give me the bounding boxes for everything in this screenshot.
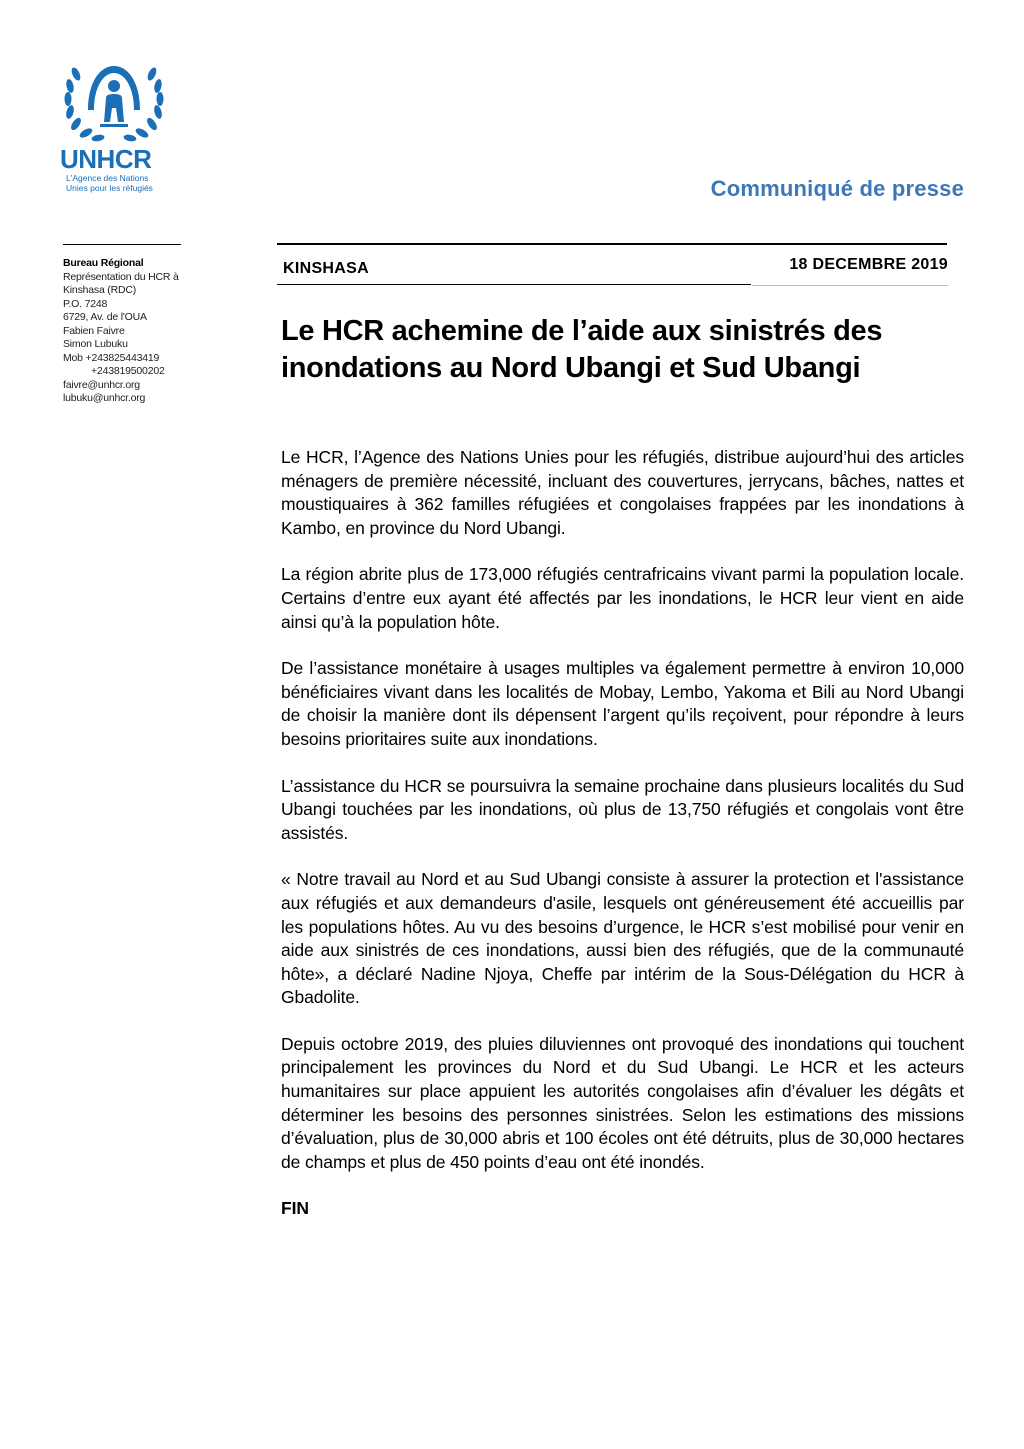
header-rule — [277, 243, 947, 245]
sidebar-heading: Bureau Régional — [63, 257, 144, 269]
body-paragraph: « Notre travail au Nord et au Sud Ubangi consiste à assurer la protection et l'assistance aux réfugiés et aux demandeurs d'asile, lesquels ont généreusement été accueillis par les populations hôtes. Au vu des besoins d’urgence, le HCR s’est mobilisé pour venir en aide aux sinistrés de ces inondations, aussi bien des réfugiés, que de la communauté hôte», a déclaré Nadine Njoya, Cheffe par intérim de la Sous-Délégation du HCR à Gbadolite. — [281, 869, 964, 1008]
body-paragraph: De l’assistance monétaire à usages multiples va également permettre à environ 10,000 bénéficiaires vivant dans les localités de Mobay, Lembo, Yakoma et Bili au Nord Ubangi de choisir la manière dont ils dépensent l’argent qu’ils reçoivent, pour répondre à leurs besoins prioritaires suite aux inondations. — [281, 658, 964, 749]
body-paragraph: La région abrite plus de 173,000 réfugiés centrafricains vivant parmi la population locale. Certains d’entre eux ayant été affectés par les inondations, le HCR leur vient en aide ainsi qu’à la population hôte. — [281, 564, 964, 632]
sidebar-divider — [63, 244, 181, 245]
place-underline — [277, 284, 751, 285]
sidebar-phone: Mob +243825443419 — [63, 351, 160, 364]
press-release-headline: Le HCR achemine de l’aide aux sinistrés des inondations au Nord Ubangi et Sud Ubangi — [281, 315, 883, 384]
unhcr-logo — [58, 60, 176, 200]
dateline-date: 18 DECEMBRE 2019 — [789, 256, 948, 273]
body-paragraph: Le HCR, l’Agence des Nations Unies pour les réfugiés, distribue aujourd’hui des articles ménagers de première nécessité, incluant des couvertures, jerrycans, bâches, nattes et moustiquaires à 362 familles réfugiées et congolaises frappées par les inondations à Kambo, en province du Nord Ubangi. — [281, 447, 964, 538]
document-type: Communiqué de presse — [710, 176, 964, 201]
end-mark: FIN — [281, 1198, 309, 1219]
sidebar-line: Kinshasa (RDC) — [63, 284, 137, 296]
body-paragraph: Depuis octobre 2019, des pluies diluviennes ont provoqué des inondations qui touchent principalement les provinces du Nord et du Sud Ubangi. Le HCR et les acteurs humanitaires sur place appuient les autorités congolaises afin d’évaluer les dégâts et déterminer les besoins des personnes sinistrées. Selon les estimations des missions d’évaluation, plus de 30,000 abris et 100 écoles ont été détruits, plus de 30,000 hectares de champs et plus de 450 points d’eau ont été inondés. — [281, 1033, 964, 1172]
sidebar-phone-2: +243819500202 — [91, 365, 165, 377]
logo-subtitle — [66, 173, 186, 193]
sidebar-line: Simon Lubuku — [63, 338, 128, 350]
date-underline — [752, 285, 948, 286]
dateline-place: KINSHASA — [283, 260, 369, 277]
contact-sidebar — [63, 244, 181, 406]
sidebar-line: Fabien Faivre — [63, 324, 125, 337]
sidebar-line: 6729, Av. de l'OUA — [63, 311, 147, 323]
press-release-body — [281, 446, 964, 1244]
logo-subtitle-line: L'Agence des Nations — [66, 173, 149, 183]
sidebar-line: Représentation du HCR à — [63, 270, 179, 283]
sidebar-line: P.O. 7248 — [63, 297, 108, 310]
sidebar-email[interactable]: faivre@unhcr.org — [63, 378, 140, 391]
logo-subtitle-line: Unies pour les réfugiés — [66, 183, 153, 193]
logo-name: UNHCR — [60, 144, 152, 174]
unhcr-emblem-icon — [58, 60, 170, 144]
sidebar-email[interactable]: lubuku@unhcr.org — [63, 392, 146, 404]
body-paragraph: L’assistance du HCR se poursuivra la semaine prochaine dans plusieurs localités du Sud Ubangi touchées par les inondations, où plus de 13,750 réfugiés et congolais vont être assistés. — [281, 775, 964, 843]
